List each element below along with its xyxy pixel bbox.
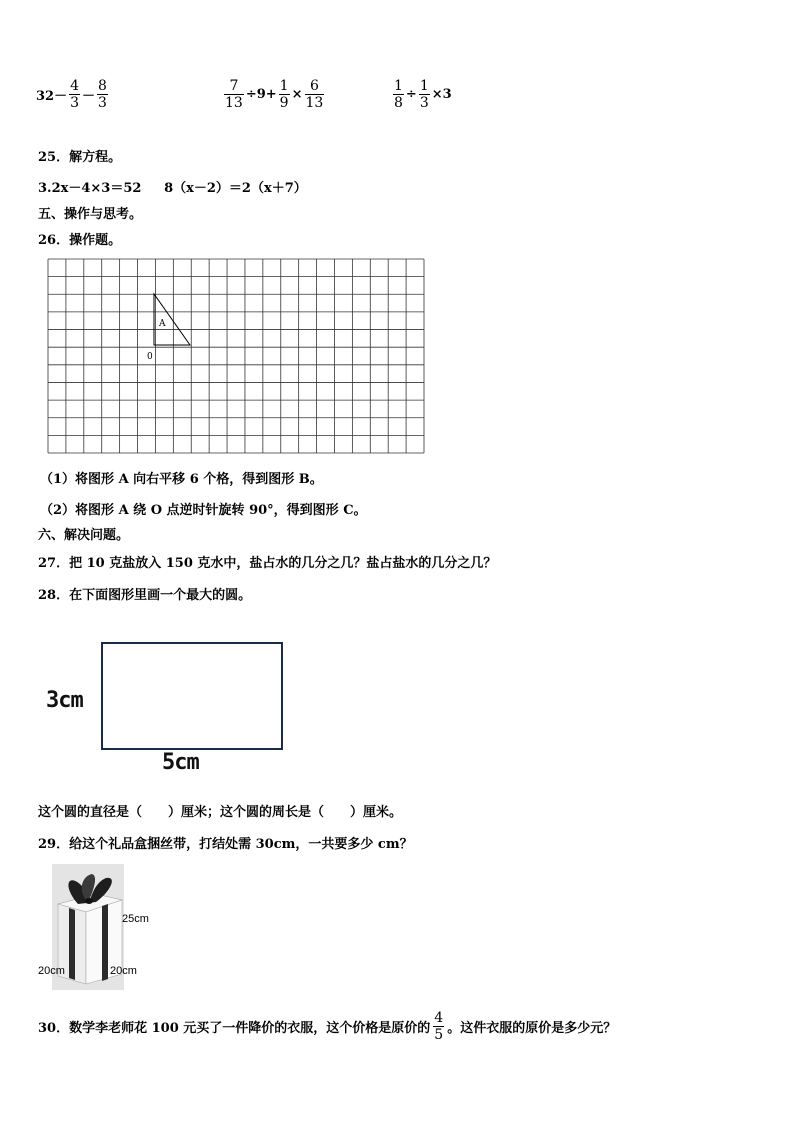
square-grid <box>47 258 425 458</box>
section-6-heading: 六、解决问题。 <box>38 528 130 543</box>
rectangle-figure <box>101 642 283 750</box>
q30-text <box>38 1010 616 1043</box>
q30-text-after: 。这件衣服的原价是多少元？ <box>447 1021 617 1036</box>
expr1-term: 32－ <box>36 89 68 104</box>
section-5-heading: 五、操作与思考。 <box>38 207 143 222</box>
shape-a-label: A <box>159 319 166 329</box>
fraction: $\frac{1}{3}$ <box>419 78 429 111</box>
operator: － <box>82 89 96 104</box>
q26-title: 26．操作题。 <box>38 233 122 248</box>
q25-equations: 3.2x－4×3＝52 8（x－2）＝2（x＋7） <box>38 181 307 196</box>
gift-height-label: 25cm <box>122 913 149 925</box>
q26-task-2: （2）将图形 A 绕 O 点逆时针旋转 90°，得到图形 C。 <box>40 503 367 518</box>
gift-width-left-label: 20cm <box>38 965 65 977</box>
q29-title: 29．给这个礼品盒捆丝带，打结处需 30cm，一共要多少 cm？ <box>38 837 413 852</box>
fraction: $\frac{4}{3}$ <box>70 78 80 111</box>
expression-2 <box>224 78 324 111</box>
fraction: $\frac{8}{3}$ <box>98 78 107 111</box>
operator: ×3 <box>431 87 452 102</box>
expression-3 <box>393 78 452 111</box>
operator: ÷ <box>405 87 417 102</box>
fraction: $\frac{6}{13}$ <box>305 78 324 111</box>
origin-label: 0 <box>147 352 153 362</box>
operator: ÷9+ <box>245 87 277 102</box>
q30-text-before: 30．数学李老师花 100 元买了一件降价的衣服，这个价格是原价的 <box>38 1021 431 1036</box>
fraction: $\frac{1}{9}$ <box>279 78 289 111</box>
fraction: $\frac{7}{13}$ <box>225 78 243 111</box>
q28-title: 28．在下面图形里画一个最大的圆。 <box>38 588 252 603</box>
q26-task-1: （1）将图形 A 向右平移 6 个格，得到图形 B。 <box>40 472 323 487</box>
q28-answer-line: 这个圆的直径是（ ）厘米；这个圆的周长是（ ）厘米。 <box>38 805 403 820</box>
operator: × <box>291 87 303 102</box>
q27-text: 27．把 10 克盐放入 150 克水中，盐占水的几分之几？盐占盐水的几分之几？ <box>38 556 497 571</box>
fraction: $\frac{1}{8}$ <box>394 78 403 111</box>
q25-title: 25．解方程。 <box>38 150 122 165</box>
width-label: 5cm <box>162 750 199 775</box>
gift-width-right-label: 20cm <box>110 965 137 977</box>
expression-1 <box>36 78 108 111</box>
height-label: 3cm <box>46 688 83 713</box>
fraction: $\frac{4}{5}$ <box>434 1010 444 1043</box>
